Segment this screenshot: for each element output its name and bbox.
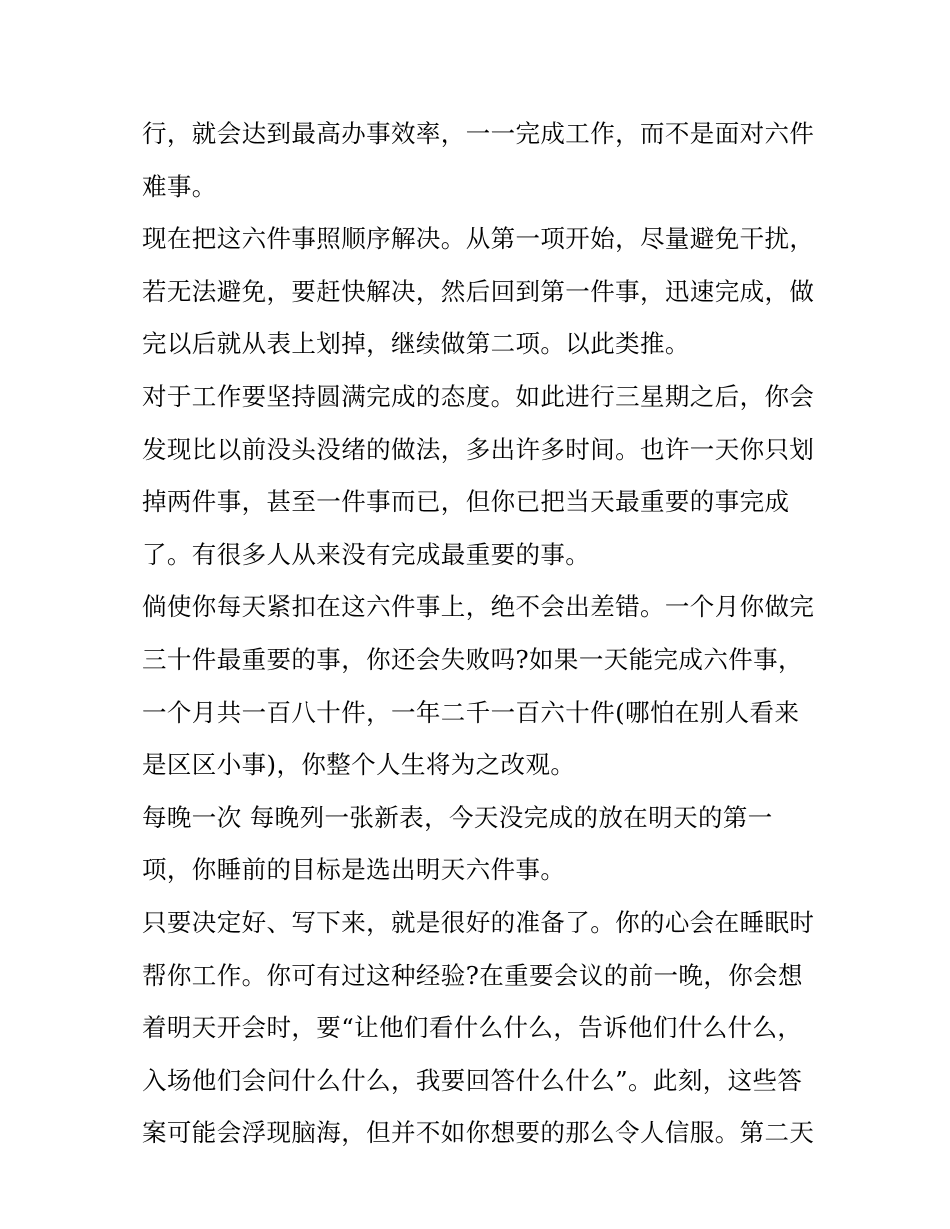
text-line: 发现比以前没头没绪的做法，多出许多时间。也许一天你只划 bbox=[142, 434, 815, 464]
text-line: 三十件最重要的事，你还会失败吗?如果一天能完成六件事， bbox=[142, 644, 803, 674]
body-text bbox=[142, 108, 822, 1160]
text-line: 倘使你每天紧扣在这六件事上，绝不会出差错。一个月你做完 bbox=[142, 592, 815, 622]
text-line: 难事。 bbox=[142, 171, 217, 201]
text-line: 掉两件事，甚至一件事而已，但你已把当天最重要的事完成 bbox=[142, 487, 790, 517]
text-line: 是区区小事)，你整个人生将为之改观。 bbox=[142, 750, 576, 780]
text-line: 案可能会浮现脑海，但并不如你想要的那么令人信服。第二天 bbox=[142, 1118, 815, 1148]
text-line: 每晚一次 每晚列一张新表，今天没完成的放在明天的第一 bbox=[142, 802, 773, 832]
text-line: 完以后就从表上划掉，继续做第二项。以此类推。 bbox=[142, 329, 690, 359]
text-line: 行，就会达到最高办事效率，一一完成工作，而不是面对六件 bbox=[142, 119, 815, 148]
text-line: 一个月共一百八十件，一年二千一百六十件(哪怕在别人看来 bbox=[142, 697, 800, 727]
text-line: 帮你工作。你可有过这种经验?在重要会议的前一晚，你会想 bbox=[142, 960, 803, 990]
text-line: 若无法避免，要赶快解决，然后回到第一件事，迅速完成，做 bbox=[142, 276, 815, 306]
text-line: 只要决定好、写下来，就是很好的准备了。你的心会在睡眠时 bbox=[142, 907, 815, 937]
text-line: 现在把这六件事照顺序解决。从第一项开始，尽量避免干扰， bbox=[142, 224, 815, 254]
text-line: 入场他们会问什么什么，我要回答什么什么”。此刻，这些答 bbox=[142, 1065, 803, 1095]
text-line: 项，你睡前的目标是选出明天六件事。 bbox=[142, 855, 566, 885]
text-line: 着明天开会时，要“让他们看什么什么，告诉他们什么什么， bbox=[142, 1013, 803, 1043]
text-line: 对于工作要坚持圆满完成的态度。如此进行三星期之后，你会 bbox=[142, 381, 815, 411]
text-line: 了。有很多人从来没有完成最重要的事。 bbox=[142, 539, 591, 569]
